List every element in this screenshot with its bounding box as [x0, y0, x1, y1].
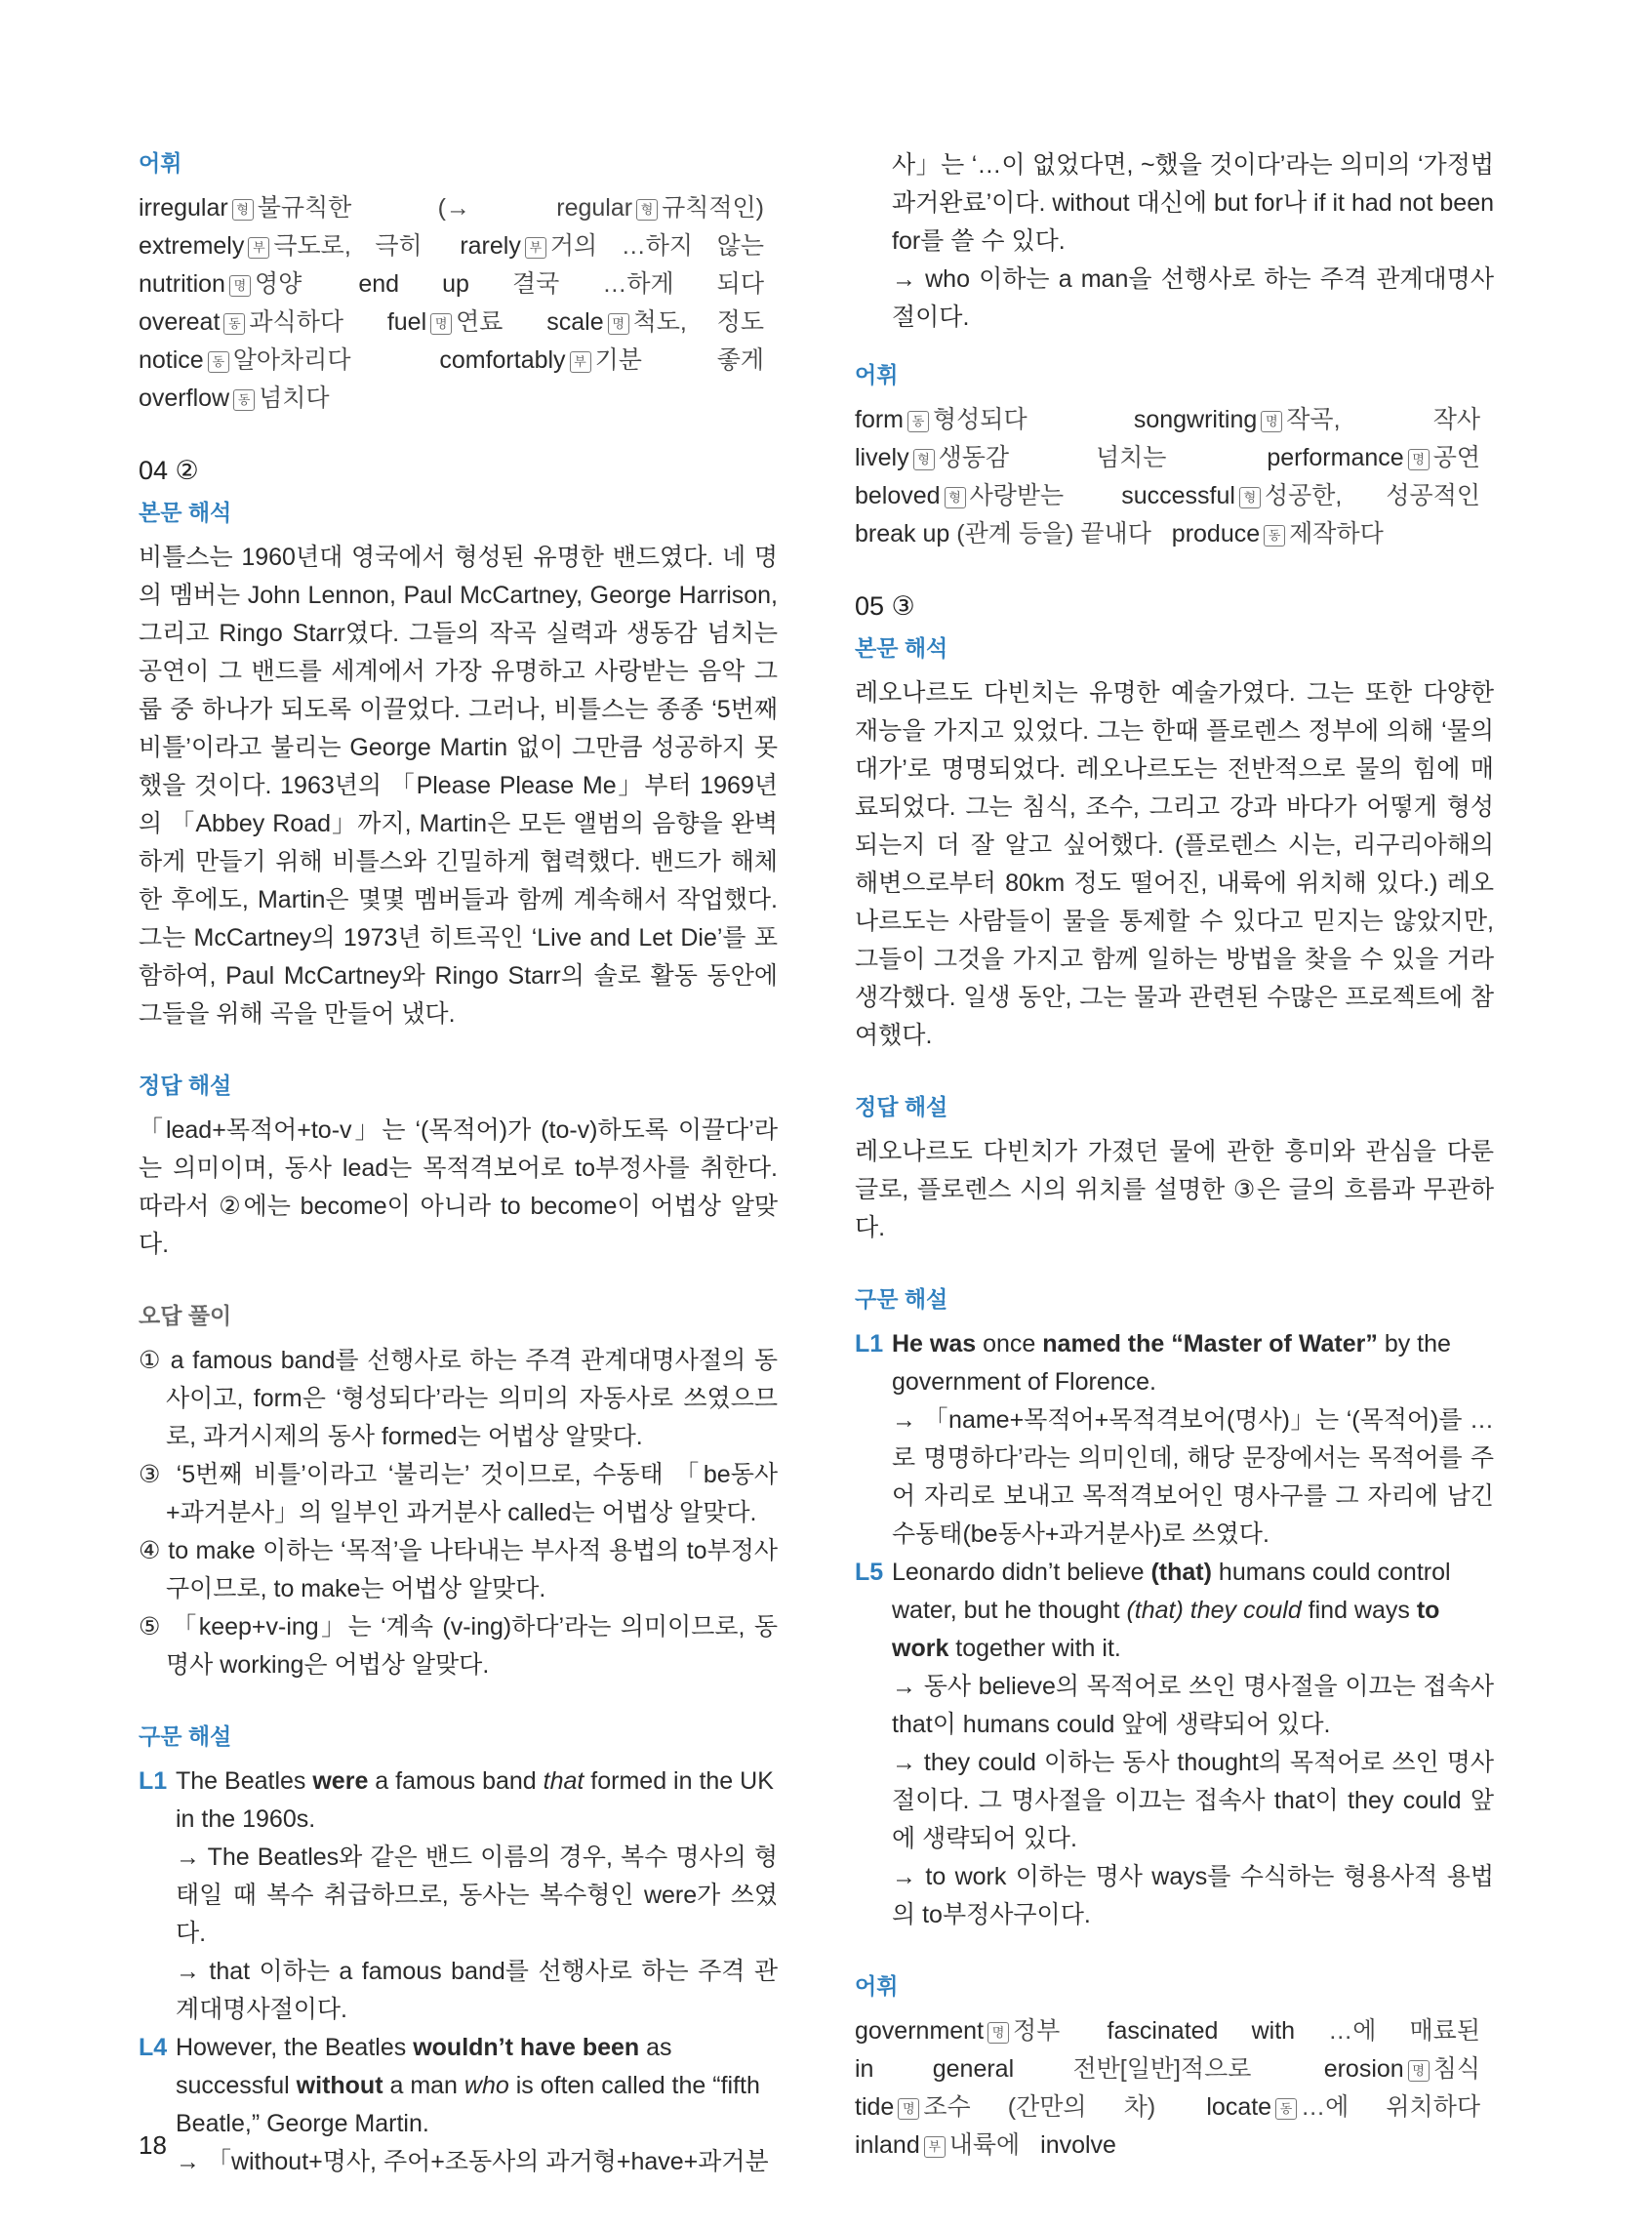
translation-label: 본문 해석	[139, 500, 232, 525]
translation-label: 본문 해석	[855, 635, 948, 661]
page-number: 18	[139, 2130, 167, 2160]
vocab-meaning: 기분 좋게	[594, 346, 765, 374]
vocab-entry	[1206, 2093, 1480, 2121]
vocab-meaning: 생동감 넘치는	[938, 444, 1167, 471]
vocab-meaning: 결국 …하게 되다	[511, 270, 764, 298]
sentence-part: find ways	[1301, 1597, 1417, 1624]
part-of-speech-icon: 명	[1261, 411, 1282, 432]
vocab-entry	[439, 346, 764, 374]
vocab-label: 어휘	[855, 1973, 899, 1999]
vocab-entry	[1108, 2017, 1481, 2045]
part-of-speech-icon: 동	[1275, 2098, 1297, 2120]
vocab-entry	[855, 2093, 1155, 2121]
sentence-bold: He was	[892, 1330, 977, 1358]
wrong-answer-item: ④ to make 이하는 ‘목적’을 나타내는 부사적 용법의 to부정사구이므로, to make는 어법상 알맞다.	[139, 1537, 778, 1602]
vocab-entry	[546, 308, 764, 336]
vocab-entry	[855, 2055, 1251, 2083]
part-of-speech-icon: 형	[1239, 487, 1261, 508]
vocab-entry	[358, 270, 764, 298]
sentence-bold: without	[296, 2072, 383, 2099]
part-of-speech-icon: 부	[248, 237, 269, 259]
answer-text: 레오나르도 다빈치가 가졌던 물에 관한 흥미와 관심을 다룬 글로, 플로렌스 시의 위치를 설명한 ③은 글의 흐름과 무관하다.	[855, 1138, 1494, 1241]
sentence-part: is often called the “fifth Beatle,” George Martin.	[176, 2072, 760, 2137]
part-of-speech-icon: 명	[608, 313, 629, 335]
vocab-entry	[855, 2131, 1020, 2159]
line-tag: L1	[139, 1767, 168, 1795]
syntax-note: → that 이하는 a famous band를 선행사로 하는 주격 관계대명사절이다.	[176, 1958, 778, 2023]
sentence-part: together with it.	[948, 1635, 1121, 1662]
vocab-word: scale	[546, 308, 604, 336]
part-of-speech-icon: 명	[229, 275, 251, 297]
sentence-bold: to work	[892, 1597, 1440, 1662]
syntax-line-l1	[855, 1325, 1494, 1401]
vocab-entry	[139, 232, 423, 260]
vocab-word: irregular	[139, 194, 228, 222]
sentence-part: a man	[383, 2072, 464, 2099]
syntax-note: → 「without+명사, 주어+조동사의 과거형+have+과거분	[176, 2148, 769, 2175]
part-of-speech-icon: 동	[233, 389, 255, 411]
vocab-word: performance	[1267, 444, 1404, 471]
vocab-entry	[1324, 2055, 1480, 2083]
left-column	[139, 146, 778, 2181]
part-of-speech-icon: 형	[636, 199, 658, 221]
vocab-meaning: 전반[일반]적으로	[1072, 2055, 1252, 2083]
vocab-word: songwriting	[1133, 406, 1258, 433]
sentence-part: once	[976, 1330, 1043, 1358]
sentence-bold: were	[312, 1767, 369, 1795]
vocab-entry	[1267, 444, 1480, 471]
sentence-part: The Beatles	[176, 1767, 313, 1795]
syntax-note: → to work 이하는 명사 ways를 수식하는 형용사적 용법의 to부정사구이다.	[892, 1863, 1494, 1928]
vocab-meaning: 침식	[1432, 2055, 1481, 2083]
vocab-word: government	[855, 2017, 985, 2045]
vocab-meaning: 알아차리다	[232, 346, 351, 374]
wrong-answer-item: ③ ‘5번째 비틀’이라고 ‘불리는’ 것이므로, 수동태 「be동사+과거분사」의 일부인 과거분사 called는 어법상 알맞다.	[139, 1461, 778, 1526]
vocab-meaning: 제작하다	[1289, 520, 1384, 547]
vocab-word: fuel	[386, 308, 427, 336]
vocab-meaning: 규칙적인)	[662, 194, 764, 222]
vocab-meaning: …에 위치하다	[1301, 2093, 1480, 2121]
vocab-meaning: 척도, 정도	[632, 308, 764, 336]
vocab-entry	[1134, 406, 1480, 433]
vocab-meaning: 성공한, 성공적인	[1264, 482, 1480, 509]
vocab-entry	[855, 2017, 1060, 2045]
translation-text: 레오나르도 다빈치는 유명한 예술가였다. 그는 또한 다양한 재능을 가지고 있었다. 그는 한때 플로렌스 정부에 의해 ‘물의 대가’로 명명되었다. 레오나르도는 전반적으로 물의 힘에 매료되었다. 그는 침식, 조수, 그리고 강과 바다가 어떻게 형성되는지 더 잘 알고 싶어했다. (플로렌스 시는, 리구리아해의 해변으로부터 80km 정도 떨어진, 내륙에 위치해 있다.) 레오나르도는 사람들이 물을 통제할 수 있다고 믿지는 않았지만, 그들이 그것을 가지고 함께 일하는 방법을 찾을 수 있을 거라 생각했다. 일생 동안, 그는 물과 관련된 수많은 프로젝트에 참여했다.	[855, 679, 1494, 1049]
syntax-note: → 「name+목적어+목적격보어(명사)」는 ‘(목적어)를 …로 명명하다’라는 의미인데, 해당 문장에서는 목적어를 주어 자리로 보내고 목적격보어인 명사구를 그 자리에 남긴 수동태(be동사+과거분사)로 쓰였다.	[892, 1406, 1494, 1548]
part-of-speech-icon: 명	[1408, 449, 1430, 470]
vocab-meaning: 작곡, 작사	[1286, 406, 1480, 433]
syntax-line-l1	[139, 1763, 778, 1839]
vocab-entry	[139, 385, 330, 412]
vocab-label: 어휘	[855, 362, 899, 387]
vocab-meaning: 형성되다	[933, 406, 1027, 433]
vocab-entry	[1172, 520, 1384, 547]
part-of-speech-icon: 형	[232, 199, 254, 221]
vocab-entry	[855, 444, 1166, 471]
vocab-word: nutrition	[139, 270, 225, 298]
sentence-italic: that	[543, 1767, 584, 1795]
part-of-speech-icon: 동	[1264, 525, 1285, 547]
part-of-speech-icon: 동	[907, 411, 929, 432]
question-number: 05 ③	[855, 591, 915, 621]
vocab-entry	[855, 406, 1027, 433]
vocab-entry	[387, 308, 504, 336]
vocab-meaning: 과식하다	[249, 308, 343, 336]
sentence-part: by the government of Florence.	[892, 1330, 1451, 1396]
vocab-word: involve	[1040, 2131, 1116, 2159]
vocab-word: beloved	[855, 482, 941, 509]
vocab-meaning: (관계 등을) 끝내다	[956, 520, 1151, 547]
vocab-meaning: 공연	[1432, 444, 1480, 471]
continued-note: → who 이하는 a man을 선행사로 하는 주격 관계대명사절이다.	[892, 265, 1494, 331]
answer-label: 정답 해설	[139, 1073, 232, 1098]
vocab-word: rarely	[460, 232, 521, 260]
vocab-word: overflow	[139, 385, 230, 412]
part-of-speech-icon: 동	[223, 313, 245, 335]
vocab-label: 어휘	[139, 150, 182, 176]
vocab-word: erosion	[1323, 2055, 1404, 2083]
vocab-word: extremely	[139, 232, 245, 260]
vocab-meaning: 정부	[1013, 2017, 1061, 2045]
syntax-note: → they could 이하는 동사 thought의 목적어로 쓰인 명사절이다. 그 명사절을 이끄는 접속사 that이 they could 앞에 생략되어 있다.	[892, 1749, 1494, 1852]
vocab-word: form	[855, 406, 904, 433]
line-tag: L4	[139, 2034, 168, 2061]
continued-note: 사」는 ‘…이 없었다면, ~했을 것이다’라는 의미의 ‘가정법 과거완료’이다. without 대신에 but for나 if it had not been for를 쓸 수 있다.	[892, 151, 1494, 255]
syntax-note: → The Beatles와 같은 밴드 이름의 경우, 복수 명사의 형태일 때 복수 취급하므로, 동사는 복수형인 were가 쓰였다.	[176, 1844, 778, 1947]
vocab-meaning: 불규칙한 (→ regular	[257, 194, 633, 222]
vocab-word: successful	[1121, 482, 1235, 509]
vocab-meaning: 넘치다	[259, 385, 330, 412]
part-of-speech-icon: 동	[208, 351, 229, 373]
vocab-word: lively	[855, 444, 909, 471]
vocab-meaning: 영양	[254, 270, 302, 298]
part-of-speech-icon: 형	[945, 487, 966, 508]
syntax-line-l4	[139, 2029, 778, 2143]
vocab-word: produce	[1171, 520, 1261, 547]
vocab-word: tide	[855, 2093, 895, 2121]
part-of-speech-icon: 명	[898, 2098, 919, 2120]
vocab-entry	[139, 346, 350, 374]
vocab-meaning: 조수 (간만의 차)	[923, 2093, 1156, 2121]
wrong-answer-item: ① a famous band를 선행사로 하는 주격 관계대명사절의 동사이고, form은 ‘형성되다’라는 의미의 자동사로 쓰였으므로, 과거시제의 동사 formed는 어법상 알맞다.	[139, 1347, 778, 1450]
part-of-speech-icon: 명	[1408, 2060, 1430, 2082]
vocab-entry	[460, 232, 764, 260]
vocab-word: notice	[139, 346, 204, 374]
vocab-word: comfortably	[439, 346, 566, 374]
answer-label: 정답 해설	[855, 1094, 948, 1119]
sentence-part: Leonardo didn’t believe	[892, 1559, 1151, 1586]
vocab-list	[855, 401, 1494, 553]
vocab-meaning: 연료	[456, 308, 504, 336]
sentence-bold: named the “Master of Water”	[1042, 1330, 1378, 1358]
sentence-part: However, the Beatles	[176, 2034, 414, 2061]
question-number: 04 ②	[139, 456, 199, 485]
vocab-entry	[855, 520, 1151, 547]
part-of-speech-icon: 부	[570, 351, 591, 373]
vocab-meaning: 내륙에	[948, 2131, 1021, 2159]
wrong-answer-item: ⑤ 「keep+v-ing」는 ‘계속 (v-ing)하다’라는 의미이므로, 동명사 working은 어법상 알맞다.	[139, 1613, 778, 1679]
vocab-word: end up	[358, 270, 469, 298]
syntax-note: → 동사 believe의 목적어로 쓰인 명사절을 이끄는 접속사 that이 humans could 앞에 생략되어 있다.	[892, 1673, 1494, 1738]
vocab-entry	[139, 270, 302, 298]
vocab-entry	[139, 308, 343, 336]
sentence-part: a famous band	[368, 1767, 544, 1795]
vocab-meaning: 거의 …하지 않는	[549, 232, 764, 260]
sentence-bold: (that)	[1150, 1559, 1212, 1586]
vocab-entry	[1040, 2131, 1116, 2159]
sentence-italic: who	[463, 2072, 509, 2099]
syntax-label: 구문 해설	[139, 1723, 232, 1749]
vocab-list	[139, 189, 778, 418]
vocab-entry	[1121, 482, 1480, 509]
part-of-speech-icon: 부	[525, 237, 546, 259]
vocab-list	[855, 2012, 1494, 2165]
vocab-meaning: 극도로, 극히	[273, 232, 423, 260]
right-column	[855, 146, 1494, 2165]
part-of-speech-icon: 형	[913, 449, 935, 470]
syntax-label: 구문 해설	[855, 1286, 948, 1312]
line-tag: L5	[855, 1559, 884, 1586]
vocab-word: in general	[855, 2055, 1015, 2083]
part-of-speech-icon: 명	[987, 2022, 1009, 2044]
sentence-italic: (that) they could	[1126, 1597, 1302, 1624]
vocab-word: fascinated with	[1107, 2017, 1296, 2045]
translation-text: 비틀스는 1960년대 영국에서 형성된 유명한 밴드였다. 네 명의 멤버는 John Lennon, Paul McCartney, George Harrison, 그리고 Ringo Starr였다. 그들의 작곡 실력과 생동감 넘치는 공연이 그 밴드를 세계에서 가장 유명하고 사랑받는 음악 그룹 중 하나가 되도록 이끌었다. 그러나, 비틀스는 종종 ‘5번째 비틀’이라고 불리는 George Martin 없이 그만큼 성공하지 못했을 것이다. 1963년의 「Please Please Me」부터 1969년의 「Abbey Road」까지, Martin은 모든 앨범의 음향을 완벽하게 만들기 위해 비틀스와 긴밀하게 협력했다. 밴드가 해체한 후에도, Martin은 몇몇 멤버들과 함께 계속해서 작업했다. 그는 McCartney의 1973년 히트곡인 ‘Live and Let Die’를 포함하여, Paul McCartney와 Ringo Starr의 솔로 활동 동안에 그들을 위해 곡을 만들어 냈다.	[139, 544, 778, 1028]
wrong-answers-label: 오답 풀이	[139, 1303, 232, 1328]
line-tag: L1	[855, 1330, 884, 1358]
vocab-word: overeat	[139, 308, 221, 336]
vocab-entry	[855, 482, 1064, 509]
vocab-meaning: …에 매료된	[1328, 2017, 1480, 2045]
sentence-part: humans could control water, but he thought	[892, 1559, 1451, 1624]
part-of-speech-icon: 부	[924, 2136, 946, 2158]
vocab-word: break up	[855, 520, 950, 547]
vocab-word: inland	[855, 2131, 920, 2159]
syntax-line-l5	[855, 1554, 1494, 1668]
vocab-word: locate	[1206, 2093, 1272, 2121]
sentence-part: formed in the UK in the 1960s.	[176, 1767, 774, 1833]
sentence-part: as successful	[176, 2034, 672, 2099]
sentence-bold: wouldn’t have been	[413, 2034, 640, 2061]
part-of-speech-icon: 명	[430, 313, 452, 335]
vocab-entry	[139, 194, 764, 222]
vocab-meaning: 사랑받는	[969, 482, 1065, 509]
answer-text: 「lead+목적어+to-v」는 ‘(목적어)가 (to-v)하도록 이끌다’라는 의미이며, 동사 lead는 목적격보어로 to부정사를 취한다. 따라서 ②에는 become이 아니라 to become이 어법상 알맞다.	[139, 1116, 778, 1258]
